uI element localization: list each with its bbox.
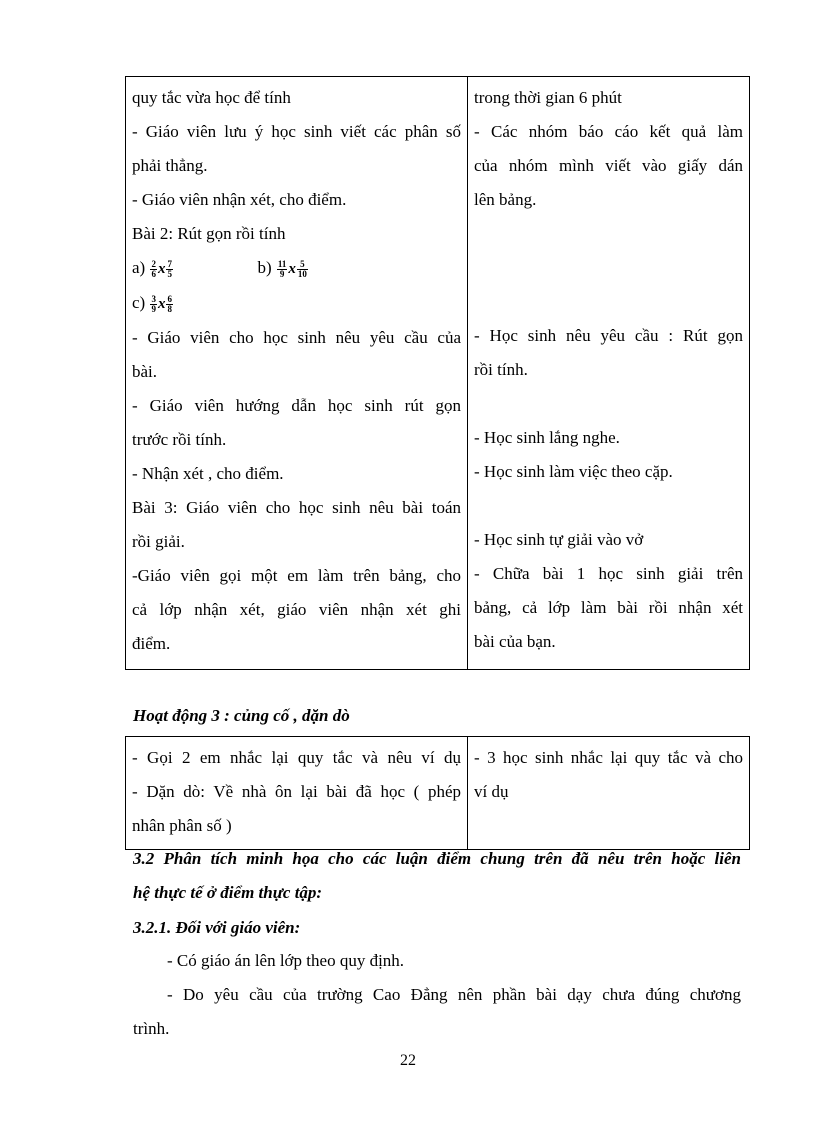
- exercise-a-label: a): [132, 258, 146, 277]
- teacher-text: - Giáo viên nhận xét, cho điểm.: [132, 190, 347, 209]
- exercise-a-expression: $\frac{2}{6}$ x $\frac{7}{5}$: [151, 258, 172, 279]
- section-3-2-line: hệ thực tế ở điểm thực tập:: [133, 883, 323, 902]
- paragraph: - Do yêu cầu của trường Cao Đẳng nên phần bài dạy chưa đúng chương: [167, 985, 741, 1004]
- teacher-text: điểm.: [132, 634, 171, 654]
- student-text: - 3 học sinh nhắc lại quy tắc và cho: [474, 748, 743, 767]
- lesson-table-activity-3: [125, 736, 750, 850]
- fraction: $\frac{11}{9}$: [277, 258, 287, 279]
- student-activities-cell: [468, 77, 750, 670]
- fraction: $\frac{6}{8}$: [167, 293, 172, 314]
- page-number: 22: [400, 1052, 416, 1069]
- exercise-2-title: Bài 2: Rút gọn rồi tính: [132, 224, 286, 243]
- teacher-text: trước rồi tính.: [132, 430, 227, 450]
- student-text: - Học sinh lắng nghe.: [474, 428, 620, 447]
- teacher-text: - Giáo viên hướng dẫn học sinh rút gọn: [132, 396, 461, 416]
- lesson-table-activity-2: [125, 76, 750, 670]
- teacher-text: - Giáo viên cho học sinh nêu yêu cầu của: [132, 328, 461, 348]
- student-text: trong thời gian 6 phút: [474, 88, 622, 107]
- exercise-ab-row: [132, 251, 461, 286]
- exercise-c-label: c): [132, 293, 146, 313]
- teacher-text: - Gọi 2 em nhắc lại quy tắc và nêu ví dụ: [132, 748, 461, 767]
- fraction: $\frac{7}{5}$: [167, 258, 172, 279]
- student-text: của nhóm mình viết vào giấy dán: [474, 156, 743, 175]
- section-3-2-1-heading: 3.2.1. Đối với giáo viên:: [133, 918, 301, 937]
- fraction: $\frac{2}{6}$: [151, 258, 156, 279]
- student-text: rồi tính.: [474, 360, 528, 379]
- activity-3-heading: Hoạt động 3 : củng cố , dặn dò: [133, 706, 350, 725]
- teacher-text: -Giáo viên gọi một em làm trên bảng, cho: [132, 566, 461, 586]
- teacher-text: bài.: [132, 362, 158, 382]
- teacher-text: quy tắc vừa học để tính: [132, 88, 291, 107]
- teacher-text: rồi giải.: [132, 532, 185, 552]
- student-text: - Học sinh làm việc theo cặp.: [474, 462, 673, 481]
- exercise-c-row: [132, 286, 461, 321]
- student-text: - Học sinh nêu yêu cầu : Rút gọn: [474, 326, 743, 345]
- student-text: lên bảng.: [474, 190, 537, 209]
- section-3-2-heading: [133, 842, 741, 910]
- exercise-c-expression: $\frac{3}{9}$ x $\frac{6}{8}$: [151, 293, 172, 314]
- exercise-3-text: Bài 3: Giáo viên cho học sinh nêu bài toán: [132, 498, 461, 518]
- teacher-text: cả lớp nhận xét, giáo viên nhận xét ghi: [132, 600, 461, 620]
- exercise-b-label: b): [257, 258, 272, 277]
- student-text: ví dụ: [474, 782, 509, 801]
- fraction: $\frac{5}{10}$: [297, 258, 307, 279]
- section-3-2-line: 3.2 Phân tích minh họa cho các luận điểm chung trên đã nêu trên hoặc liên: [133, 849, 741, 868]
- teacher-text: - Giáo viên lưu ý học sinh viết các phân số: [132, 122, 461, 141]
- fraction: $\frac{3}{9}$: [151, 293, 156, 314]
- paragraph: trình.: [133, 1019, 170, 1038]
- teacher-text: - Dặn dò: Về nhà ôn lại bài đã học ( phép: [132, 782, 461, 801]
- exercise-b-expression: $\frac{11}{9}$ x $\frac{5}{10}$: [277, 258, 307, 279]
- teacher-activities-cell: [126, 737, 468, 850]
- paragraph: - Có giáo án lên lớp theo quy định.: [167, 951, 405, 970]
- teacher-text: - Nhận xét , cho điểm.: [132, 464, 284, 484]
- student-text: - Chữa bài 1 học sinh giải trên: [474, 564, 743, 583]
- section-3-2-1-body: [133, 944, 741, 1046]
- student-text: bảng, cả lớp làm bài rồi nhận xét: [474, 598, 743, 617]
- student-activities-cell: [468, 737, 750, 850]
- student-text: bài của bạn.: [474, 632, 556, 651]
- teacher-text: phải thẳng.: [132, 156, 208, 175]
- student-text: - Các nhóm báo cáo kết quả làm: [474, 122, 743, 141]
- teacher-activities-cell: [126, 77, 468, 670]
- student-text: - Học sinh tự giải vào vở: [474, 530, 644, 549]
- teacher-text: nhân phân số ): [132, 816, 232, 835]
